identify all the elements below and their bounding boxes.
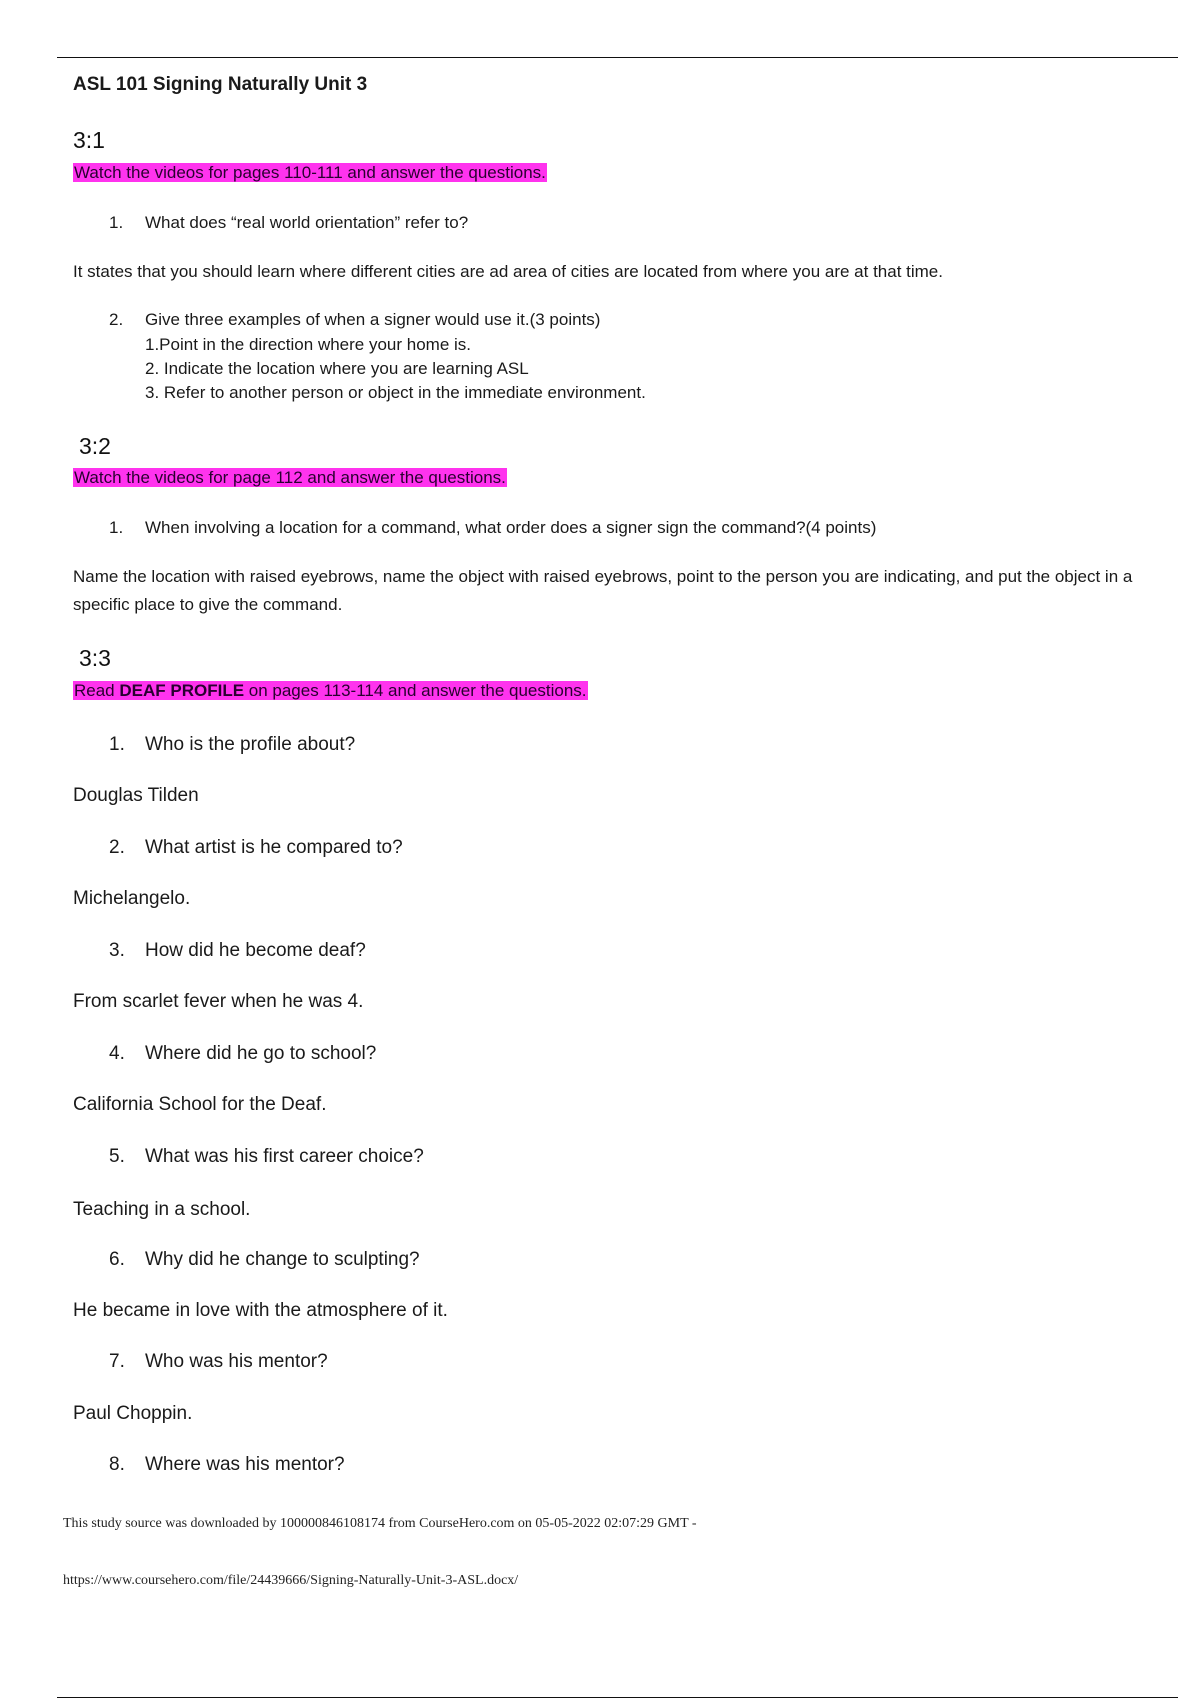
example-3: 3. Refer to another person or object in the immediate environment. <box>145 383 646 402</box>
section-heading-3-3: 3:3 <box>79 645 111 671</box>
question-text: Why did he change to sculpting? <box>145 1249 420 1270</box>
instruction-post: on pages 113-114 and answer the questions. <box>244 681 587 700</box>
answer-3-3-7: Paul Choppin. <box>73 1403 193 1424</box>
question-text: Give three examples of when a signer would use it.(3 points) <box>145 310 601 329</box>
question-text: What does “real world orientation” refer to? <box>145 213 469 232</box>
question-text: How did he become deaf? <box>145 940 366 961</box>
instruction-bold: DEAF PROFILE <box>119 681 245 700</box>
answer-3-3-4: California School for the Deaf. <box>73 1094 327 1115</box>
question-3-2-1 <box>109 518 876 538</box>
question-number: 5. <box>109 1146 125 1167</box>
section-heading-3-1: 3:1 <box>73 127 105 153</box>
section-3-3-instruction <box>73 681 588 700</box>
answer-3-1-1: It states that you should learn where different cities are ad area of cities are located from where you are at that time. <box>73 262 943 281</box>
source-url[interactable]: https://www.coursehero.com/file/24439666/Signing-Naturally-Unit-3-ASL.docx/ <box>63 1573 519 1588</box>
answer-3-3-6: He became in love with the atmosphere of it. <box>73 1300 448 1321</box>
section-3-1-instruction: Watch the videos for pages 110-111 and answer the questions. <box>74 163 546 182</box>
question-3-3-1 <box>109 734 355 756</box>
question-number: 1. <box>109 213 124 232</box>
question-3-3-5 <box>109 1146 424 1168</box>
question-3-3-7 <box>109 1351 328 1373</box>
download-notice: This study source was downloaded by 100000846108174 from CourseHero.com on 05-05-2022 02:07:29 GMT - <box>63 1516 697 1531</box>
question-number: 6. <box>109 1249 125 1270</box>
question-number: 1. <box>109 518 124 537</box>
question-text: Where did he go to school? <box>145 1043 377 1064</box>
section-heading-3-2: 3:2 <box>79 433 111 459</box>
question-3-3-3 <box>109 940 366 962</box>
question-3-3-2 <box>109 837 403 859</box>
question-3-3-6 <box>109 1249 420 1271</box>
instruction-pre: Read <box>74 681 120 700</box>
answer-3-3-2: Michelangelo. <box>73 888 191 909</box>
answer-3-3-3: From scarlet fever when he was 4. <box>73 991 364 1012</box>
question-number: 2. <box>109 837 125 858</box>
answer-3-3-5: Teaching in a school. <box>73 1199 251 1220</box>
document-title: ASL 101 Signing Naturally Unit 3 <box>73 74 368 95</box>
question-text: What was his first career choice? <box>145 1146 424 1167</box>
question-3-3-4 <box>109 1043 376 1065</box>
answer-3-3-1: Douglas Tilden <box>73 785 199 806</box>
example-2: 2. Indicate the location where you are learning ASL <box>145 359 529 378</box>
example-1: 1.Point in the direction where your home is. <box>145 335 472 354</box>
question-number: 8. <box>109 1454 125 1475</box>
question-number: 1. <box>109 734 125 755</box>
question-number: 7. <box>109 1351 125 1372</box>
section-3-2-instruction: Watch the videos for page 112 and answer the questions. <box>74 468 506 487</box>
question-text: Who is the profile about? <box>145 734 356 755</box>
top-rule <box>57 57 1178 58</box>
question-number: 4. <box>109 1043 125 1064</box>
question-text: Who was his mentor? <box>145 1351 328 1372</box>
answer-3-2-1: Name the location with raised eyebrows, name the object with raised eyebrows, point to the person you are indicating, and put the object in a specific place to give the command. <box>73 567 1133 614</box>
question-3-1-2 <box>109 310 600 330</box>
question-3-3-8 <box>109 1454 345 1476</box>
bottom-rule <box>57 1697 1178 1698</box>
question-text: Where was his mentor? <box>145 1454 345 1475</box>
question-text: When involving a location for a command, what order does a signer sign the command?(4 points) <box>145 518 877 537</box>
question-number: 2. <box>109 310 124 329</box>
question-number: 3. <box>109 940 125 961</box>
question-text: What artist is he compared to? <box>145 837 403 858</box>
question-3-1-1 <box>109 213 468 233</box>
